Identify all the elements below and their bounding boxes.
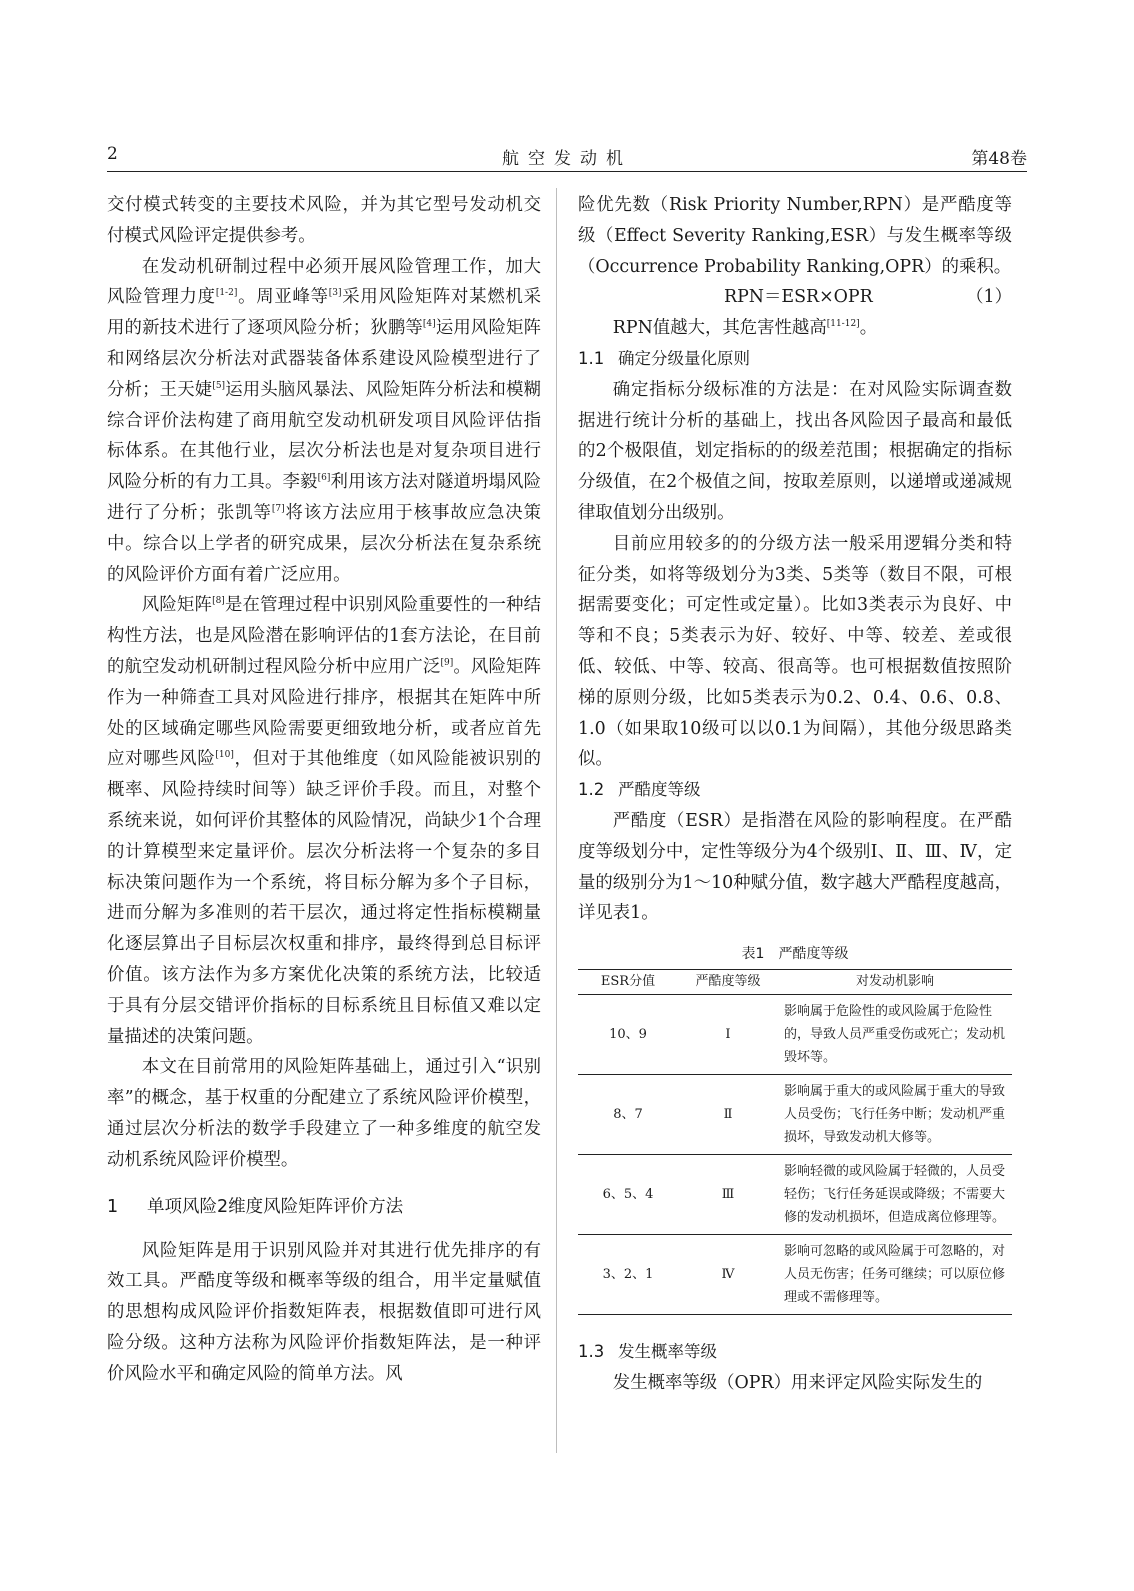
- paragraph: 确定指标分级标准的方法是：在对风险实际调查数据进行统计分析的基础上，找出各风险因子最高和最低的2个极限值，划定指标的的级差范围；根据确定的指标分级值，在2个极值之间，按取差原则，以递增或递减规律取值划分出级别。: [578, 379, 1012, 523]
- page-number: 2: [107, 144, 118, 164]
- level-cell: Ⅲ: [678, 1155, 778, 1235]
- level-cell: Ⅳ: [678, 1235, 778, 1315]
- esr-cell: 6、5、4: [578, 1155, 678, 1235]
- table-header: 对发动机影响: [778, 970, 1012, 995]
- paragraph: 本文在目前常用的风险矩阵基础上，通过引入“识别率”的概念，基于权重的分配建立了系统风险评价模型，通过层次分析法的数学手段建立了一种多维度的航空发动机系统风险评价模型。: [107, 1057, 541, 1170]
- subsection-heading: 1.2 严酷度等级: [578, 780, 701, 800]
- paragraph: 目前应用较多的的分级方法一般采用逻辑分类和特征分类，如将等级划分为3类、5类等（数目不限，可根据需要变化；可定性或定量）。比如3类表示为良好、中等和不良；5类表示为好、较好、中等、较差、差或很低、较低、中等、较高、很高等。也可根据数值按照阶梯的原则分级，比如5类表示为0.2、0.4、0.6、0.8、1.0（如果取10级可以以0.1为间隔），其他分级思路类似。: [578, 533, 1012, 770]
- table-header: 严酷度等级: [678, 970, 778, 995]
- equation-number: （1）: [966, 287, 1012, 308]
- right-column: [578, 190, 1012, 1399]
- left-column: [107, 190, 541, 1389]
- effect-cell: 影响属于危险性的或风险属于危险性的，导致人员严重受伤或死亡；发动机毁坏等。: [778, 995, 1012, 1075]
- citation: [6]: [317, 473, 331, 484]
- paragraph: 风险矩阵是用于识别风险并对其进行优先排序的有效工具。严酷度等级和概率等级的组合，用半定量赋值的思想构成风险评价指数矩阵表，根据数值即可进行风险分级。这种方法称为风险评价指数矩阵法，是一种评价风险水平和确定风险的简单方法。风: [107, 1240, 541, 1384]
- citation: [1-2]: [215, 288, 238, 299]
- severity-table: [578, 969, 1012, 1315]
- citation: [5]: [212, 380, 226, 391]
- paragraph: RPN值越大，其危害性越高[11-12]。: [612, 318, 878, 339]
- table-row: [578, 1155, 1012, 1235]
- header-rule: [107, 171, 1027, 172]
- level-cell: Ⅰ: [678, 995, 778, 1075]
- table-row: [578, 995, 1012, 1075]
- table-row: [578, 1235, 1012, 1315]
- esr-cell: 8、7: [578, 1075, 678, 1155]
- paragraph: 风险矩阵[8]是在管理过程中识别风险重要性的一种结构性方法，也是风险潜在影响评估的1套方法论，在目前的航空发动机研制过程风险分析中应用广泛[9]。风险矩阵作为一种筛查工具对风险进行排序，根据其在矩阵中所处的区域确定哪些风险需要更细致地分析，或者应首先应对哪些风险[10]，但对于其他维度（如风险能被识别的概率、风险持续时间等）缺乏评价手段。而且，对整个系统来说，如何评价其整体的风险情况，尚缺少1个合理的计算模型来定量评价。层次分析法将一个复杂的多目标决策问题作为一个系统，将目标分解为多个子目标，进而分解为多准则的若干层次，通过将定性指标模糊量化逐层算出子目标层次权重和排序，最终得到总目标评价值。该方法作为多方案优化决策的系统方法，比较适于具有分层交错评价指标的目标系统且目标值又难以定量描述的决策问题。: [107, 595, 541, 1047]
- effect-cell: 影响可忽略的或风险属于可忽略的，对人员无伤害；任务可继续；可以原位修理或不需修理等。: [778, 1235, 1012, 1315]
- journal-title: 航空发动机: [502, 149, 632, 169]
- table-caption: 表1 严酷度等级: [741, 946, 849, 963]
- citation: [8]: [212, 596, 225, 607]
- citation: [4]: [422, 319, 436, 330]
- table-row: [578, 1075, 1012, 1155]
- esr-cell: 3、2、1: [578, 1235, 678, 1315]
- table-header-row: [578, 970, 1012, 995]
- citation: [10]: [215, 750, 234, 761]
- paragraph: 在发动机研制过程中必须开展风险管理工作，加大风险管理力度[1-2]。周亚峰等[3]采用风险矩阵对某燃机采用的新技术进行了逐项风险分析；狄鹏等[4]运用风险矩阵和网络层次分析法对武器装备体系建设风险模型进行了分析；王天婕[5]运用头脑风暴法、风险矩阵分析法和模糊综合评价法构建了商用航空发动机研发项目风险评估指标体系。在其他行业，层次分析法也是对复杂项目进行风险分析的有力工具。李毅[6]利用该方法对隧道坍塌风险进行了分析；张凯等[7]将该方法应用于核事故应急决策中。综合以上学者的研究成果，层次分析法在复杂系统的风险评价方面有着广泛应用。: [107, 256, 541, 585]
- table-header: ESR分值: [578, 970, 678, 995]
- effect-cell: 影响轻微的或风险属于轻微的，人员受轻伤；飞行任务延误或降级；不需要大修的发动机损坏，但造成离位修理等。: [778, 1155, 1012, 1235]
- citation: [3]: [328, 288, 342, 299]
- paragraph: 交付模式转变的主要技术风险，并为其它型号发动机交付模式风险评定提供参考。: [107, 195, 541, 246]
- paragraph: 严酷度（ESR）是指潜在风险的影响程度。在严酷度等级划分中，定性等级分为4个级别Ⅰ、Ⅱ、Ⅲ、Ⅳ，定量的级别分为1～10种赋分值，数字越大严酷程度越高，详见表1。: [578, 810, 1012, 924]
- esr-cell: 10、9: [578, 995, 678, 1075]
- paragraph: 险优先数（Risk Priority Number,RPN）是严酷度等级（Effect Severity Ranking,ESR）与发生概率等级（Occurrence Probability Ranking,OPR）的乘积。: [578, 195, 1012, 277]
- subsection-heading: 1.3 发生概率等级: [578, 1342, 717, 1362]
- effect-cell: 影响属于重大的或风险属于重大的导致人员受伤；飞行任务中断；发动机严重损坏，导致发动机大修等。: [778, 1075, 1012, 1155]
- paragraph: 发生概率等级（OPR）用来评定风险实际发生的: [612, 1372, 983, 1393]
- level-cell: Ⅱ: [678, 1075, 778, 1155]
- citation: [7]: [271, 504, 285, 515]
- section-heading: 1 单项风险2维度风险矩阵评价方法: [107, 1196, 404, 1217]
- citation: [11-12]: [826, 319, 860, 330]
- equation: RPN＝ESR×OPR （1）: [578, 282, 1012, 313]
- subsection-heading: 1.1 确定分级量化原则: [578, 348, 750, 368]
- column-divider: [556, 188, 557, 1453]
- volume-label: 第48卷: [971, 149, 1027, 169]
- citation: [9]: [440, 658, 454, 669]
